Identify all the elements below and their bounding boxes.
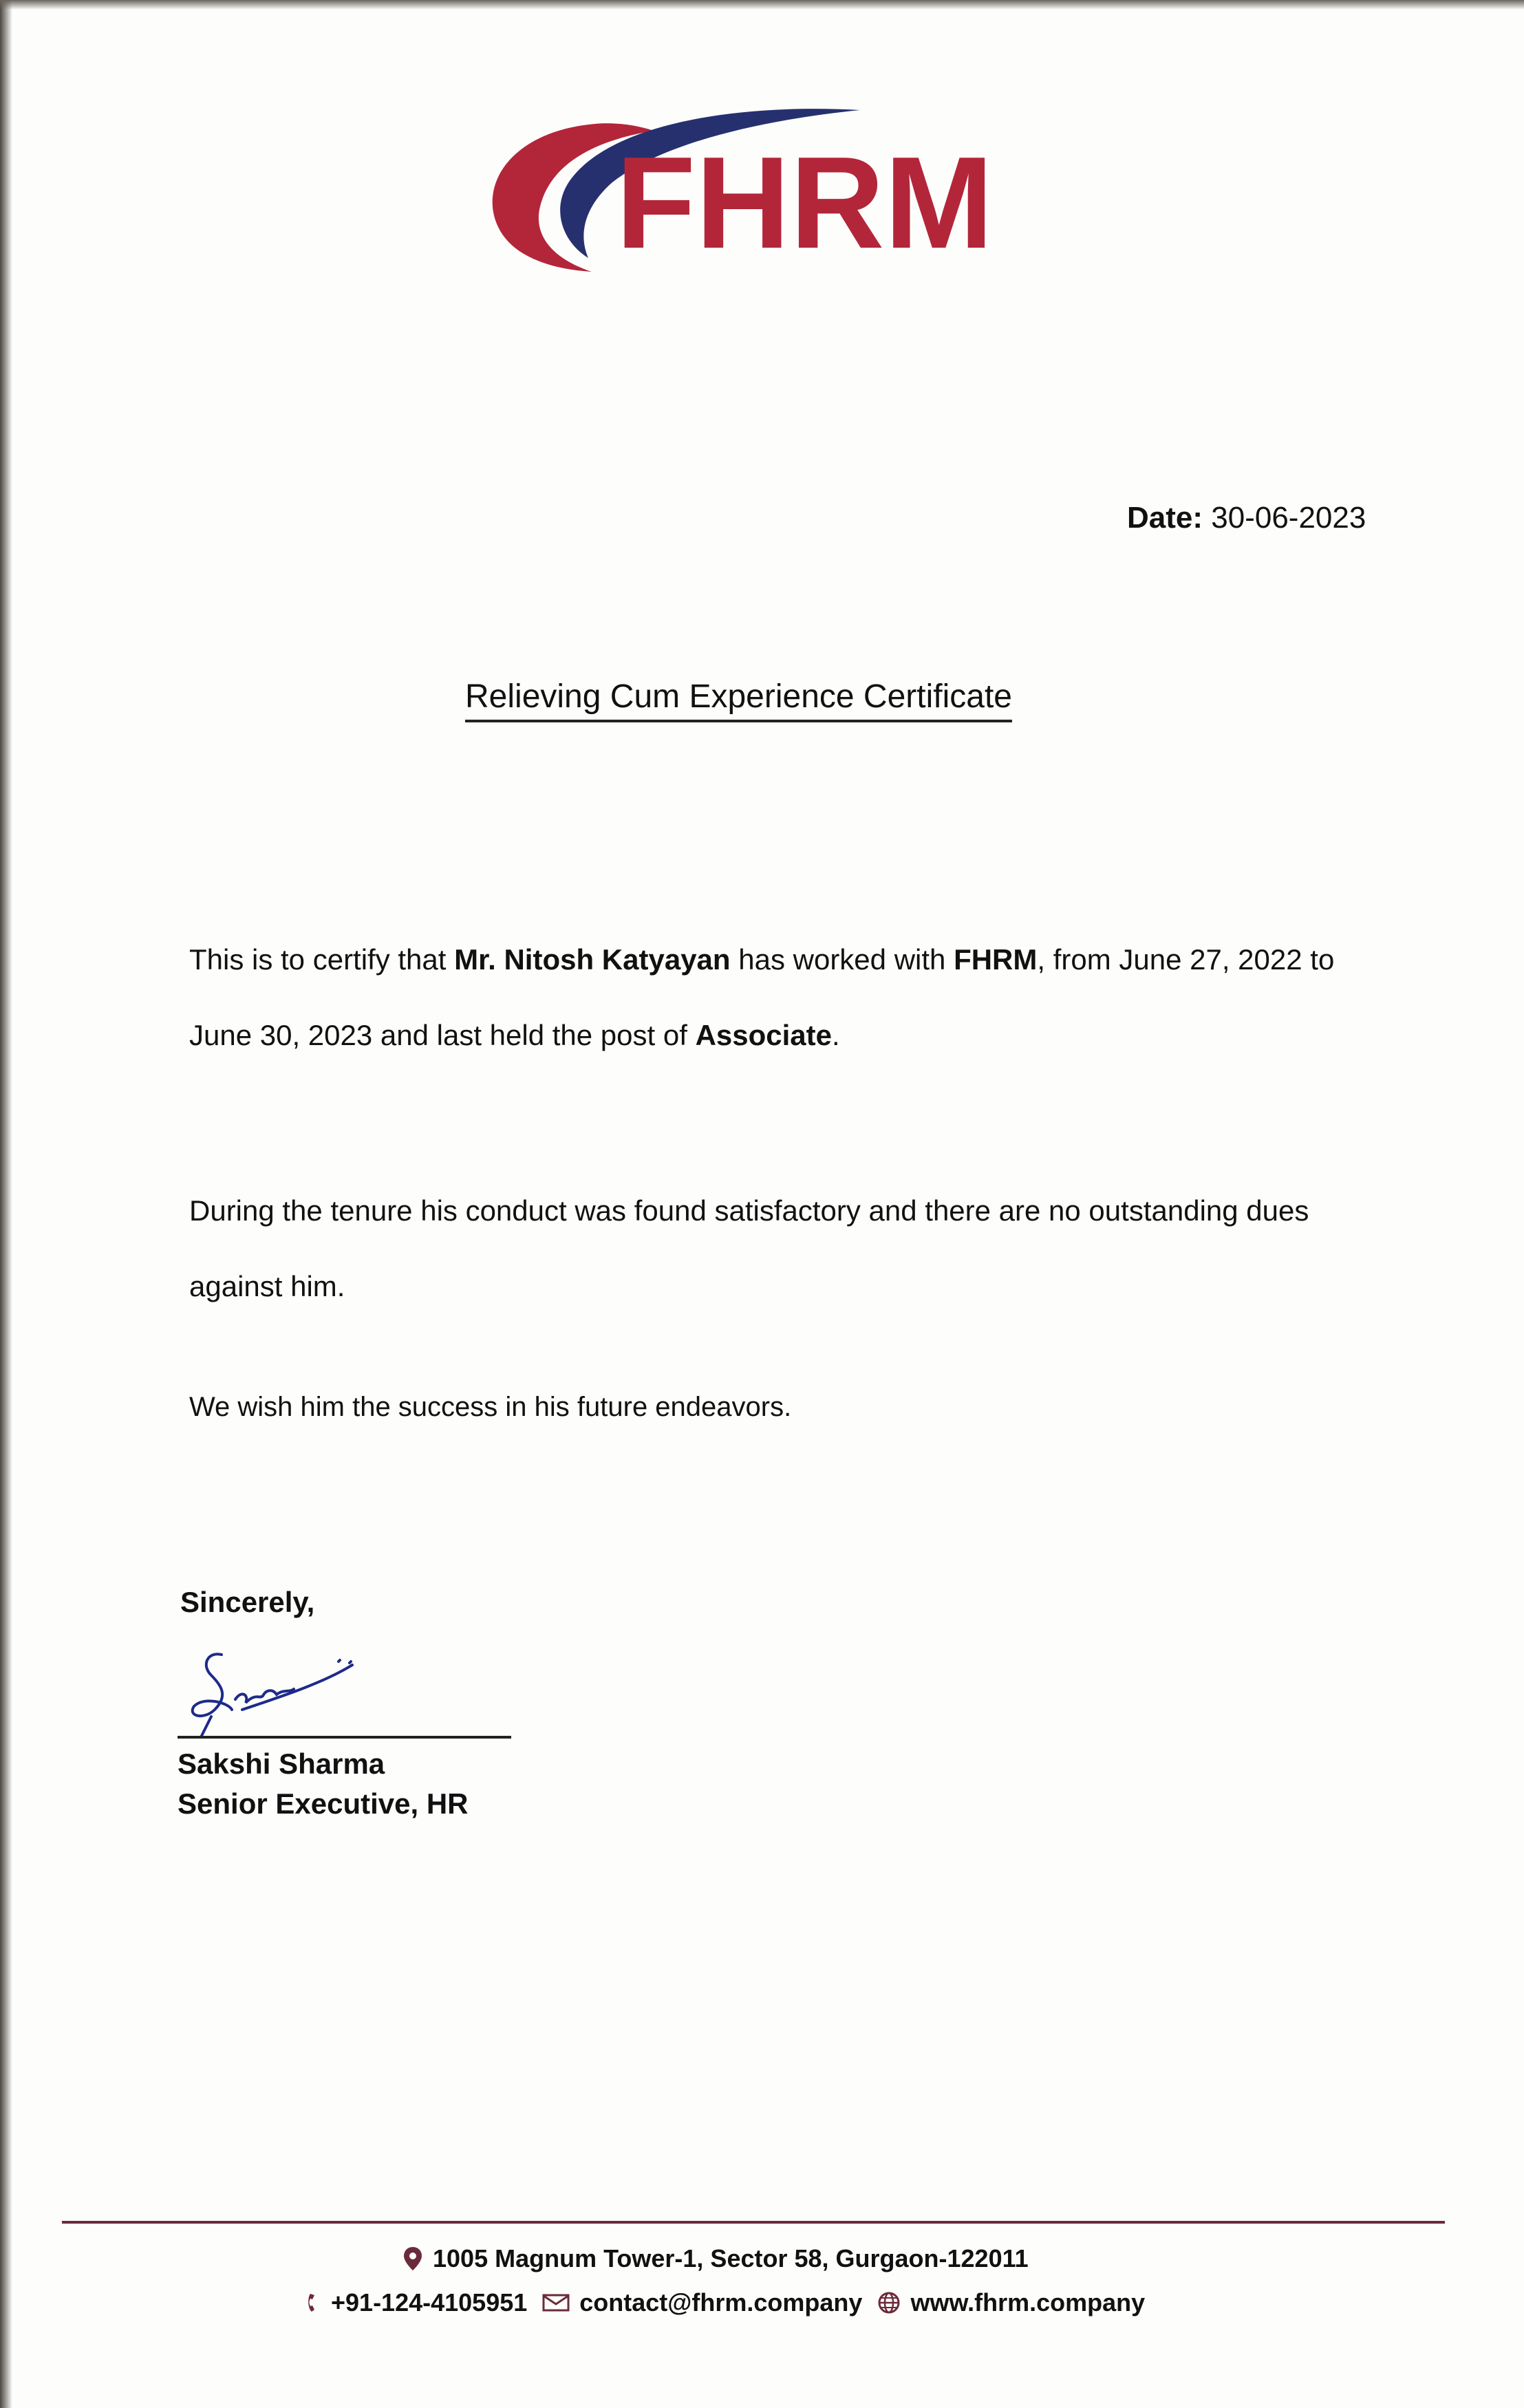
p1-text-4: . bbox=[832, 1019, 840, 1051]
signature-line bbox=[178, 1736, 511, 1739]
wishes-paragraph: We wish him the success in his future endeavors. bbox=[189, 1392, 792, 1422]
company-name: FHRM bbox=[954, 943, 1038, 976]
employee-post: Associate bbox=[695, 1019, 832, 1051]
footer-contacts bbox=[306, 2288, 1145, 2317]
date-label: Date: bbox=[1127, 501, 1203, 535]
email-address[interactable]: contact@fhrm.company bbox=[579, 2288, 863, 2316]
page-edge-shadow bbox=[0, 0, 12, 2408]
conduct-paragraph: During the tenure his conduct was found satisfactory and there are no outstanding dues against him. bbox=[189, 1194, 1309, 1302]
footer-divider bbox=[62, 2221, 1445, 2224]
signer-title: Senior Executive, HR bbox=[178, 1787, 469, 1820]
location-pin-icon bbox=[403, 2246, 423, 2271]
footer-address bbox=[403, 2244, 1029, 2273]
page-edge-shadow-top bbox=[0, 0, 1524, 10]
document-title: Relieving Cum Experience Certificate bbox=[465, 678, 1012, 722]
p1-text-3: , from June 27, 2022 to June 30, 2023 and last held the post of bbox=[189, 943, 1335, 1051]
envelope-icon bbox=[542, 2293, 570, 2312]
employee-name: Mr. Nitosh Katyayan bbox=[454, 943, 731, 976]
signer-name: Sakshi Sharma bbox=[178, 1748, 385, 1780]
p1-text-2: has worked with bbox=[730, 943, 954, 976]
handwritten-signature bbox=[180, 1641, 359, 1744]
p1-text-1: This is to certify that bbox=[189, 943, 455, 976]
certification-paragraph bbox=[189, 922, 1345, 1073]
address-text: 1005 Magnum Tower-1, Sector 58, Gurgaon-122011 bbox=[433, 2244, 1029, 2272]
issue-date bbox=[1127, 501, 1366, 535]
closing-salutation: Sincerely, bbox=[180, 1586, 315, 1618]
website-link[interactable]: www.fhrm.company bbox=[910, 2288, 1146, 2316]
phone-icon bbox=[306, 2292, 321, 2314]
phone-number[interactable]: +91-124-4105951 bbox=[331, 2288, 528, 2316]
date-value: 30-06-2023 bbox=[1211, 501, 1366, 535]
logo-text: FHRM bbox=[616, 130, 994, 276]
fhrm-logo bbox=[475, 103, 1080, 282]
globe-icon bbox=[877, 2291, 901, 2314]
